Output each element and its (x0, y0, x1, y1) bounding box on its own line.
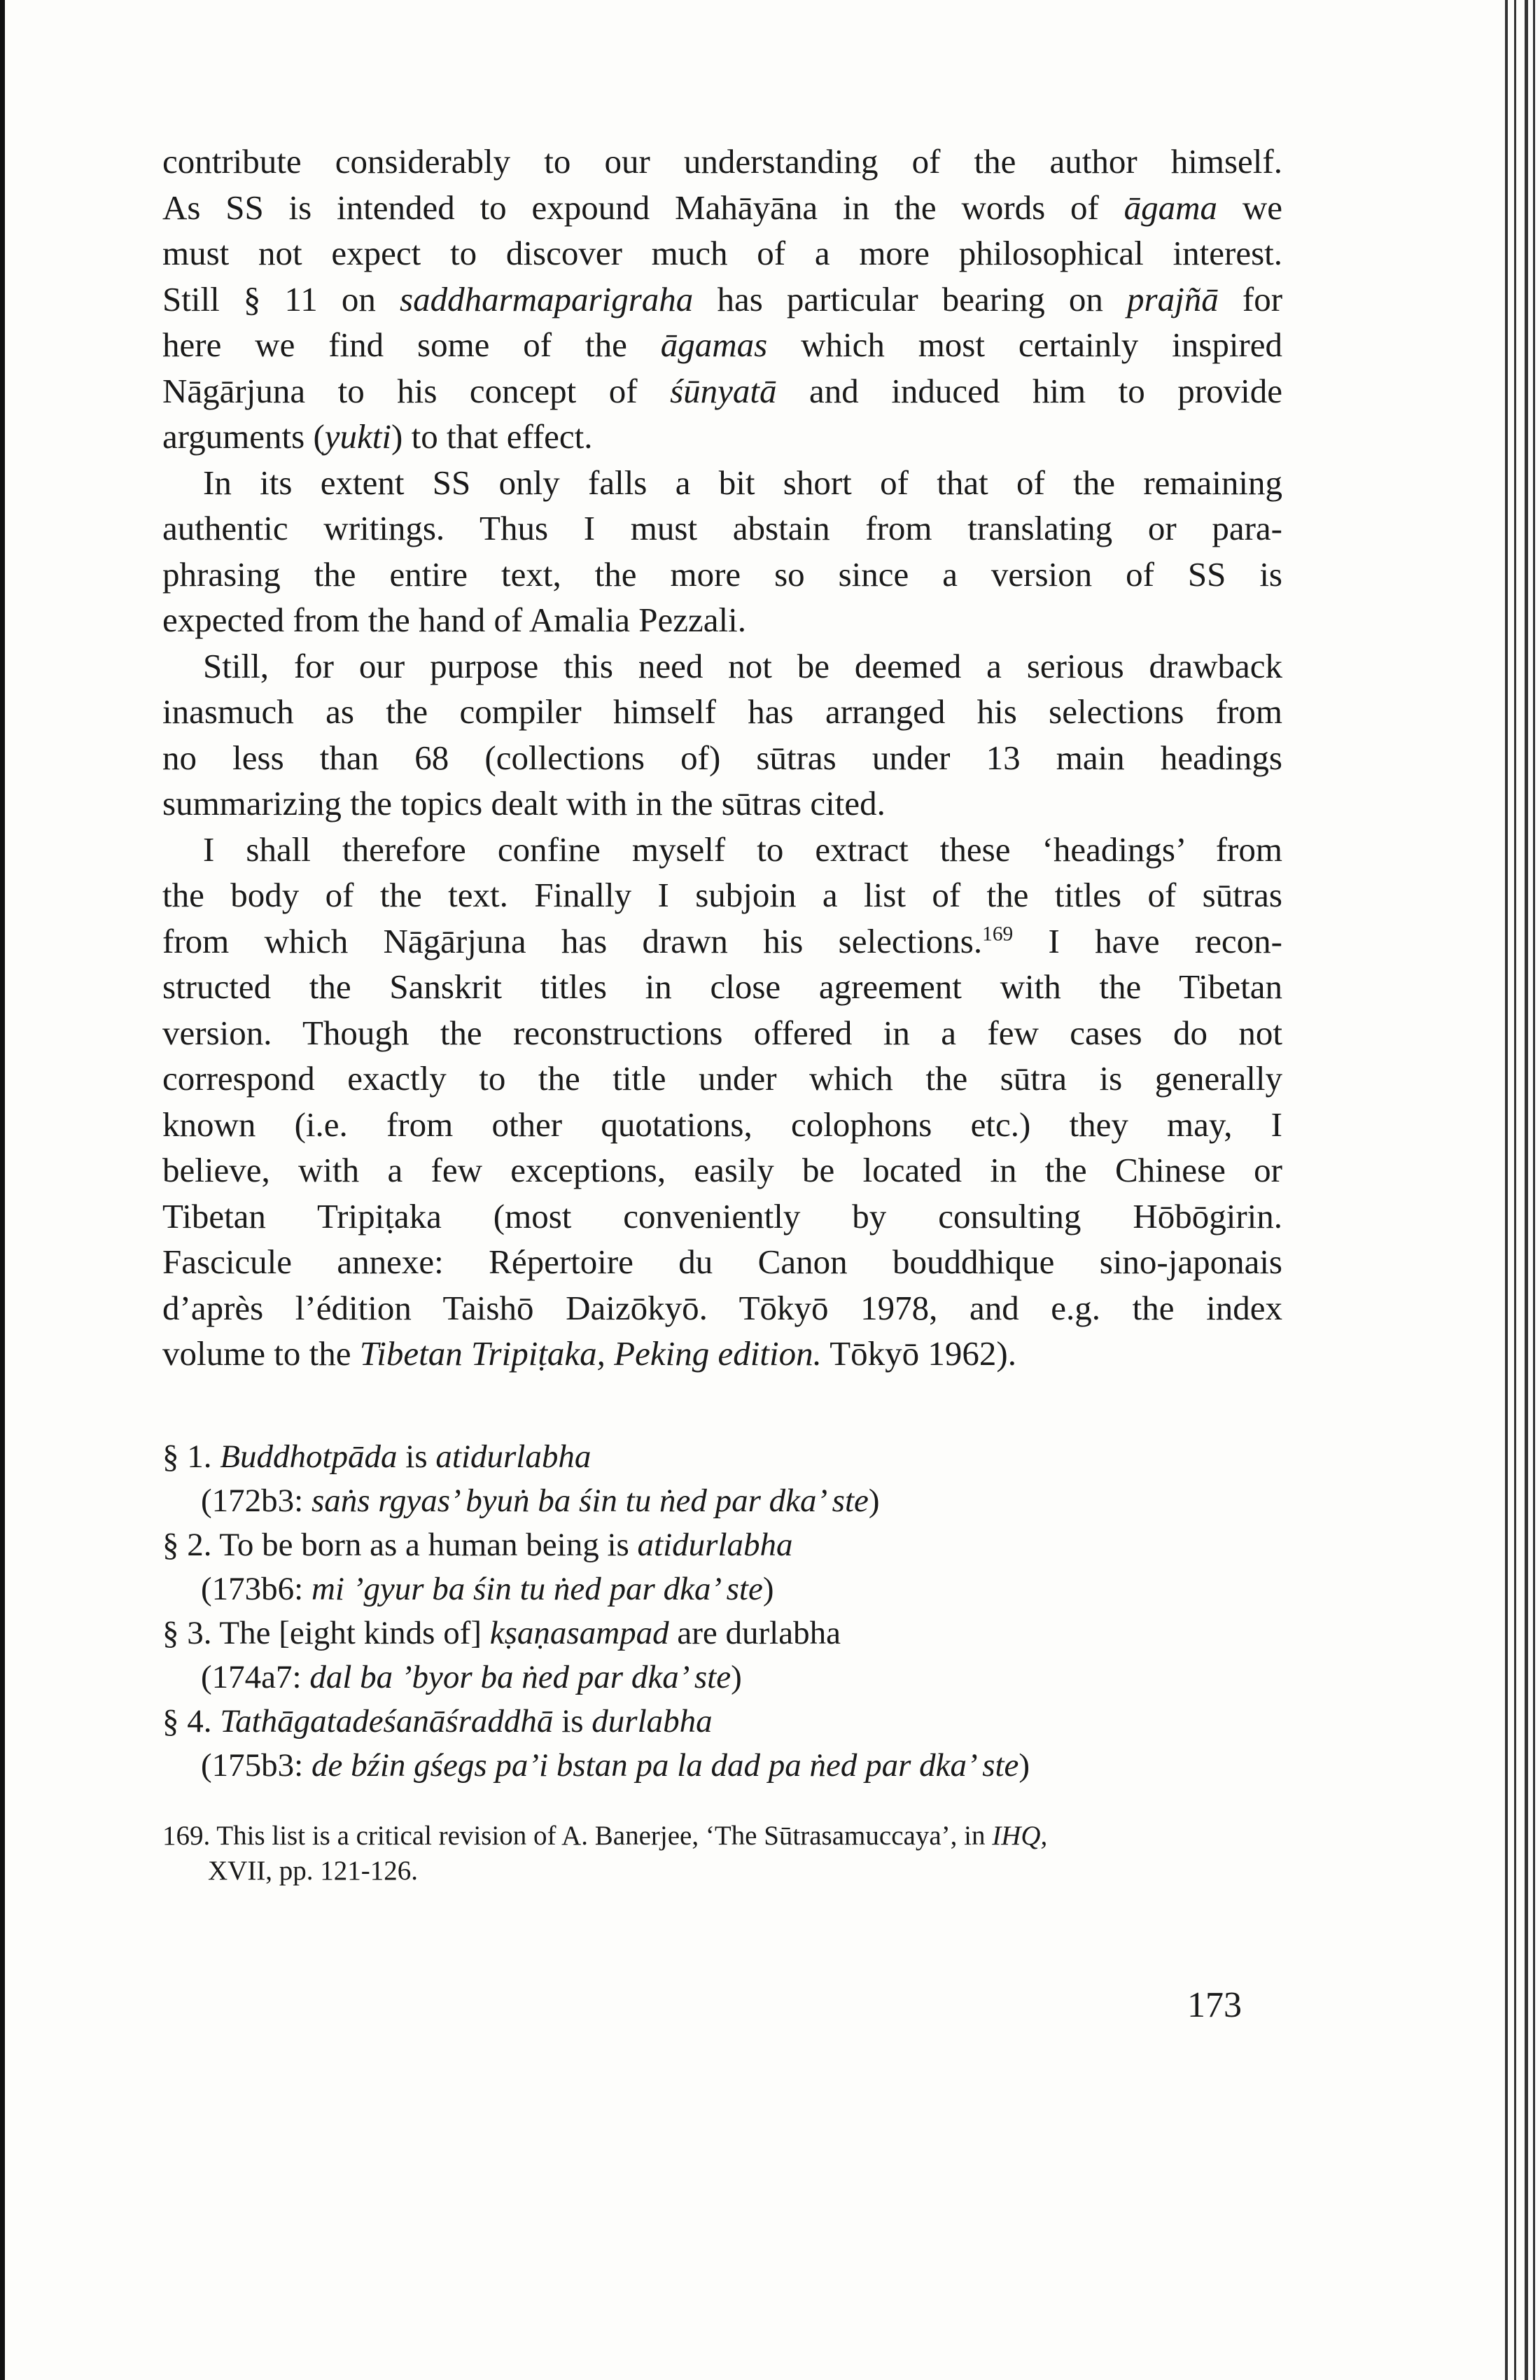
paragraph (162, 460, 1282, 643)
heading-reference: (173b6: mi ’gyur ba śin tu ṅed par dka’ ste) (201, 1571, 774, 1607)
text-line: phrasing the entire text, the more so since a version of SS is (162, 554, 1282, 594)
text-line: version. Though the reconstructions offered in a few cases do not (162, 1013, 1282, 1052)
text-line: believe, with a few exceptions, easily be located in the Chinese or (162, 1151, 1282, 1189)
text-line: the body of the text. Finally I subjoin a list of the titles of sūtras (162, 876, 1282, 914)
text-line: expected from the hand of Amalia Pezzali. (162, 601, 747, 639)
text-line: d’après l’édition Taishō Daizōkyō. Tōkyō 1978, and e.g. the index (162, 1288, 1282, 1327)
headings-list (162, 1435, 1282, 1788)
page-number: 173 (1187, 1985, 1242, 2025)
heading-reference: (174a7: dal ba ’byor ba ṅed par dka’ ste) (201, 1659, 742, 1695)
heading-item: § 3. The [eight kinds of] kṣaṇasampad are durlabha (162, 1615, 841, 1651)
footnote (162, 1819, 1282, 1889)
text-line: authentic writings. Thus I must abstain from translating or para- (162, 509, 1282, 547)
heading-item: § 4. Tathāgatadeśanāśraddhā is durlabha (162, 1703, 713, 1740)
text-line: correspond exactly to the title under which the sūtra is generally (162, 1059, 1282, 1098)
text-line: volume to the Tibetan Tripiṭaka, Peking edition. Tōkyō 1962). (162, 1334, 1016, 1373)
page-right-edge (1525, 0, 1528, 2380)
heading-item: § 1. Buddhotpāda is atidurlabha (162, 1438, 592, 1475)
page-right-edge (1505, 0, 1508, 2380)
text-line: summarizing the topics dealt with in the sūtras cited. (162, 784, 886, 822)
text-line: here we find some of the āgamas which most certainly inspired (162, 326, 1283, 364)
text-line: structed the Sanskrit titles in close agreement with the Tibetan (162, 967, 1282, 1006)
text-line: no less than 68 (collections of) sūtras under 13 main headings (162, 738, 1282, 777)
heading-item: § 2. To be born as a human being is atidurlabha (162, 1527, 793, 1563)
heading-reference: (175b3: de bźin gśegs pa’i bstan pa la dad pa ṅed par dka’ ste) (201, 1747, 1030, 1784)
text-line: Tibetan Tripiṭaka (most conveniently by consulting Hōbōgirin. (162, 1196, 1282, 1236)
page-right-edge (1514, 0, 1516, 2380)
text-line: must not expect to discover much of a more philosophical interest. (162, 234, 1282, 272)
text-line: from which Nāgārjuna has drawn his selections.$^{169}$ I have recon- (162, 921, 1282, 960)
paragraph (162, 139, 1282, 460)
text-line: arguments (yukti) to that effect. (162, 417, 593, 456)
text-line: As SS is intended to expound Mahāyāna in the words of āgama we (162, 188, 1282, 227)
page-right-edge (1533, 0, 1535, 2380)
heading-reference: (172b3: saṅs rgyas’ byuṅ ba śin tu ṅed par dka’ ste) (201, 1483, 880, 1519)
paragraph (162, 643, 1282, 827)
text-line: I shall therefore confine myself to extract these ‘headings’ from (203, 830, 1282, 869)
footnote-number: 169. (162, 1821, 211, 1851)
text-line: Still § 11 on saddharmaparigraha has particular bearing on prajñā for (162, 279, 1283, 318)
body-text (162, 139, 1282, 1377)
text-line: Fascicule annexe: Répertoire du Canon bouddhique sino-japonais (162, 1242, 1282, 1281)
paragraph (162, 827, 1282, 1377)
footnote-ref: 169 (982, 923, 1014, 946)
footnote-line: XVII, pp. 121-126. (208, 1856, 419, 1886)
text-line: Nāgārjuna to his concept of śūnyatā and induced him to provide (162, 371, 1282, 410)
text-line: Still, for our purpose this need not be deemed a serious drawback (203, 646, 1282, 685)
text-line: inasmuch as the compiler himself has arranged his selections from (162, 692, 1282, 731)
page-left-edge (0, 0, 5, 2380)
text-line: known (i.e. from other quotations, colophons etc.) they may, I (162, 1105, 1282, 1144)
footnote-line: 169. This list is a critical revision of A. Banerjee, ‘The Sūtrasamuccaya’, in IHQ, (162, 1821, 1048, 1851)
text-line: In its extent SS only falls a bit short of that of the remaining (203, 463, 1282, 502)
text-line: contribute considerably to our understanding of the author himself. (162, 142, 1282, 181)
